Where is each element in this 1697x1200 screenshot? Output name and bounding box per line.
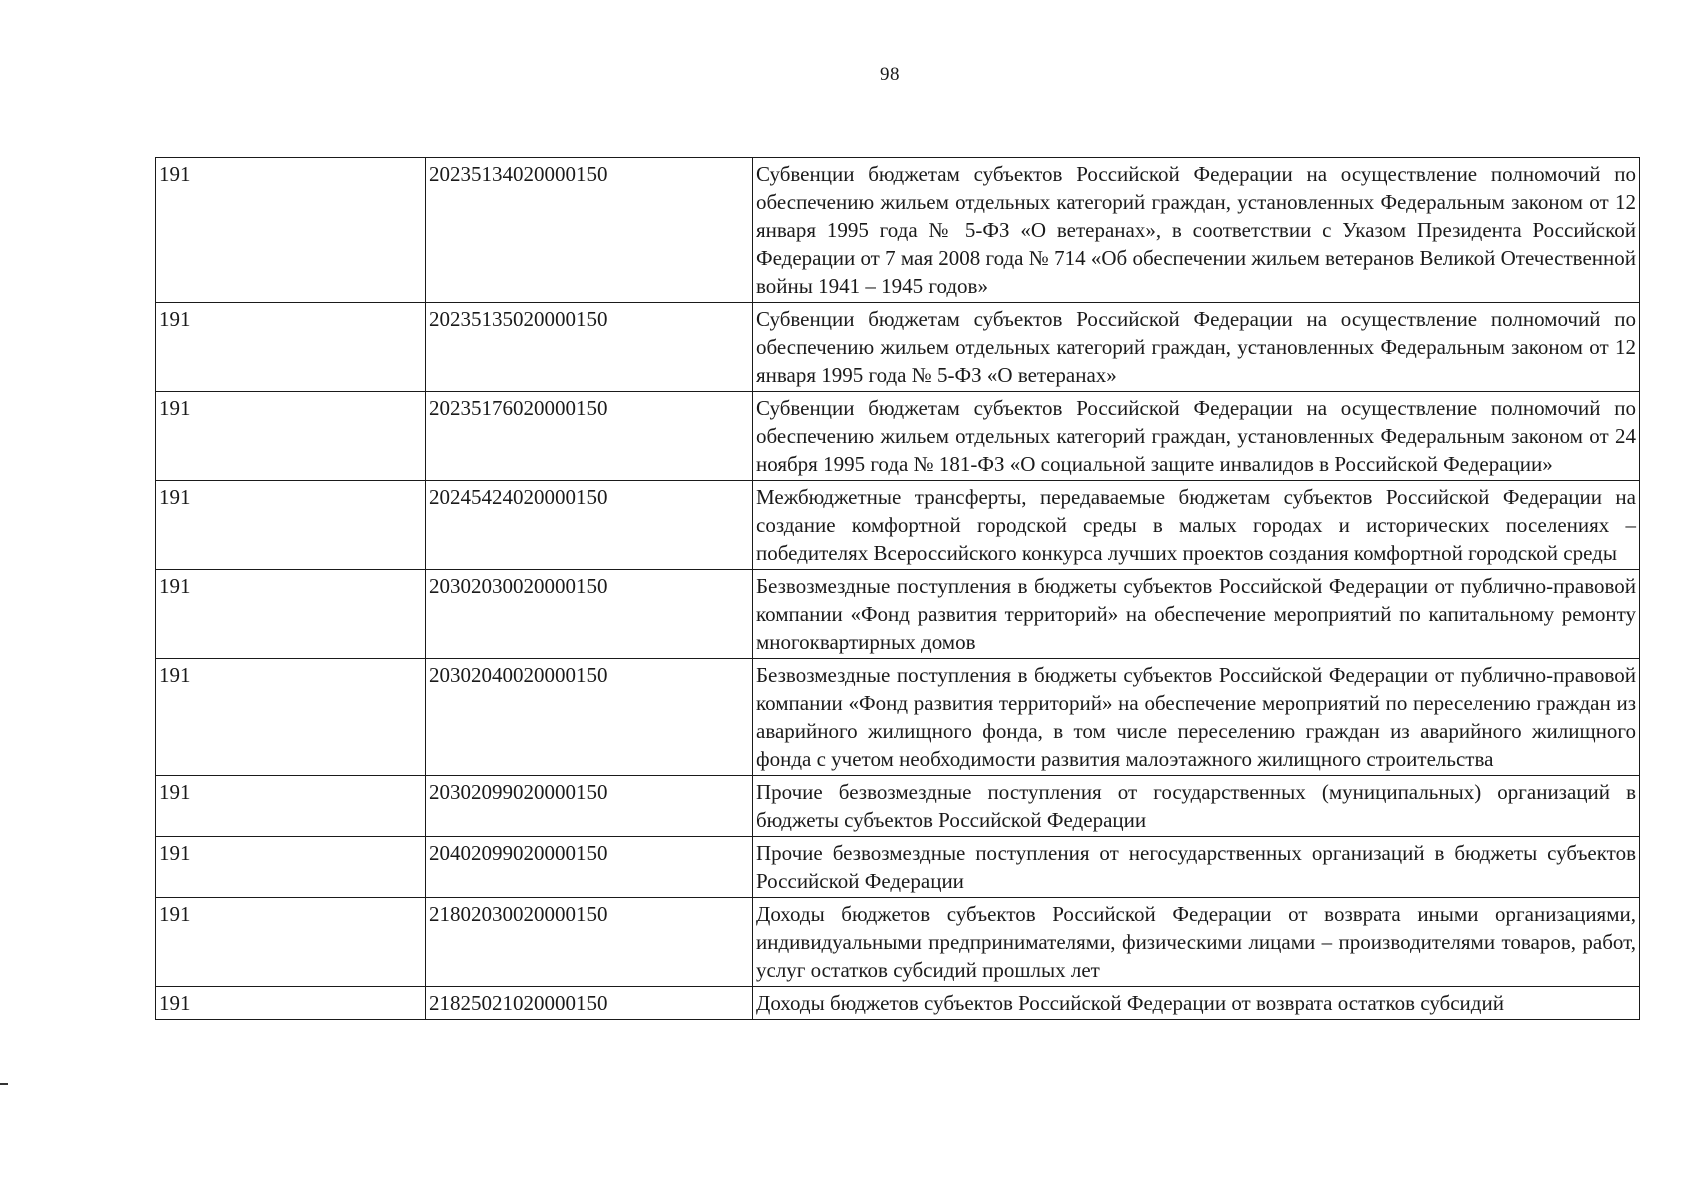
- admin-code-cell: 191: [156, 776, 426, 837]
- budget-code-cell: 20302030020000150: [426, 570, 753, 659]
- table-row: [156, 392, 1640, 481]
- table-row: [156, 898, 1640, 987]
- description-cell: Субвенции бюджетам субъектов Российской Федерации на осуществление полномочий по обеспечению жильем отдельных категорий граждан, установленных Федеральным законом от 12 января 1995 года № 5-ФЗ «О ветеранах», в соответствии с Указом Президента Российской Федерации от 7 мая 2008 года № 714 «Об обеспечении жильем ветеранов Великой Отечественной войны 1941 – 1945 годов»: [753, 158, 1640, 303]
- table-row: [156, 987, 1640, 1020]
- description-cell: Доходы бюджетов субъектов Российской Федерации от возврата иными организациями, индивидуальными предпринимателями, физическими лицами – производителями товаров, работ, услуг остатков субсидий прошлых лет: [753, 898, 1640, 987]
- budget-code-cell: 20235176020000150: [426, 392, 753, 481]
- description-cell: Доходы бюджетов субъектов Российской Федерации от возврата остатков субсидий: [753, 987, 1640, 1020]
- scan-edge-mark: [0, 1083, 8, 1085]
- budget-code-cell: 20302040020000150: [426, 659, 753, 776]
- budget-code-cell: 20235134020000150: [426, 158, 753, 303]
- admin-code-cell: 191: [156, 158, 426, 303]
- budget-code-cell: 21825021020000150: [426, 987, 753, 1020]
- table-row: [156, 659, 1640, 776]
- page-number: 98: [880, 64, 900, 85]
- admin-code-cell: 191: [156, 303, 426, 392]
- table-row: [156, 481, 1640, 570]
- budget-code-cell: 20402099020000150: [426, 837, 753, 898]
- admin-code-cell: 191: [156, 659, 426, 776]
- description-cell: Безвозмездные поступления в бюджеты субъектов Российской Федерации от публично-правовой компании «Фонд развития территорий» на обеспечение мероприятий по капитальному ремонту многоквартирных домов: [753, 570, 1640, 659]
- table-row: [156, 303, 1640, 392]
- budget-code-cell: 21802030020000150: [426, 898, 753, 987]
- budget-code-cell: 20302099020000150: [426, 776, 753, 837]
- admin-code-cell: 191: [156, 392, 426, 481]
- table-row: [156, 837, 1640, 898]
- admin-code-cell: 191: [156, 898, 426, 987]
- table-row: [156, 158, 1640, 303]
- budget-classification-table: [155, 157, 1640, 1020]
- budget-code-cell: 20245424020000150: [426, 481, 753, 570]
- description-cell: Субвенции бюджетам субъектов Российской Федерации на осуществление полномочий по обеспечению жильем отдельных категорий граждан, установленных Федеральным законом от 12 января 1995 года № 5-ФЗ «О ветеранах»: [753, 303, 1640, 392]
- table-row: [156, 776, 1640, 837]
- description-cell: Безвозмездные поступления в бюджеты субъектов Российской Федерации от публично-правовой компании «Фонд развития территорий» на обеспечение мероприятий по переселению граждан из аварийного жилищного фонда, в том числе переселению граждан из аварийного жилищного фонда с учетом необходимости развития малоэтажного жилищного строительства: [753, 659, 1640, 776]
- admin-code-cell: 191: [156, 837, 426, 898]
- admin-code-cell: 191: [156, 481, 426, 570]
- description-cell: Субвенции бюджетам субъектов Российской Федерации на осуществление полномочий по обеспечению жильем отдельных категорий граждан, установленных Федеральным законом от 24 ноября 1995 года № 181-ФЗ «О социальной защите инвалидов в Российской Федерации»: [753, 392, 1640, 481]
- table-body: [156, 158, 1640, 1020]
- description-cell: Прочие безвозмездные поступления от государственных (муниципальных) организаций в бюджеты субъектов Российской Федерации: [753, 776, 1640, 837]
- admin-code-cell: 191: [156, 987, 426, 1020]
- budget-code-cell: 20235135020000150: [426, 303, 753, 392]
- admin-code-cell: 191: [156, 570, 426, 659]
- table-row: [156, 570, 1640, 659]
- description-cell: Межбюджетные трансферты, передаваемые бюджетам субъектов Российской Федерации на создание комфортной городской среды в малых городах и исторических поселениях – победителях Всероссийского конкурса лучших проектов создания комфортной городской среды: [753, 481, 1640, 570]
- description-cell: Прочие безвозмездные поступления от негосударственных организаций в бюджеты субъектов Российской Федерации: [753, 837, 1640, 898]
